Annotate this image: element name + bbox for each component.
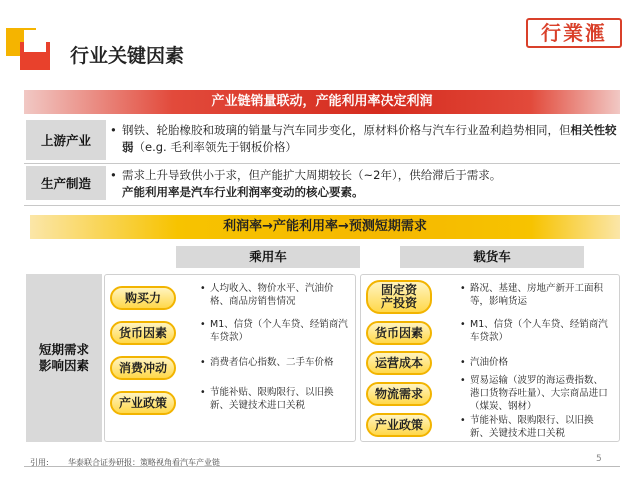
truck-item-text [460, 318, 610, 344]
upstream-text-part2: （e.g. 毛利率领先于钢板价格） [133, 140, 297, 154]
passenger-item-text [200, 282, 350, 308]
truck-item-1-text: M1、信贷（个人车贷、经销商汽车贷款） [470, 319, 608, 343]
passenger-item-0-text: 人均收入、物价水平、汽油价格、商品房销售情况 [210, 283, 334, 307]
passenger-item-2-text: 消费者信心指数、二手车价格 [210, 357, 334, 368]
short-term-demand-line2: 影响因素 [38, 358, 89, 373]
bullet-dot: • [200, 319, 206, 330]
bullet-dot: • [460, 375, 466, 386]
footer-source: 华泰联合证券研报：策略视角看汽车产业链 [68, 458, 220, 467]
passenger-item-3-text: 节能补贴、限购限行、以旧换新、关键技术进口关税 [210, 387, 334, 411]
truck-item-text [460, 414, 610, 440]
bullet-dot: • [460, 283, 466, 294]
bullet-dot: • [200, 387, 206, 398]
passenger-item-text [200, 356, 350, 369]
red-banner: 产业链销量联动，产能利用率决定利润 [24, 90, 620, 114]
bullet-dot: • [460, 357, 466, 368]
passenger-pill-consumer-impulse: 消费冲动 [110, 356, 176, 380]
passenger-item-text [200, 386, 350, 412]
bullet-dot: • [200, 357, 206, 368]
page-number: 5 [596, 454, 602, 464]
yellow-banner: 利润率→产能利用率→预测短期需求 [30, 215, 620, 239]
truck-pill-industry-policy: 产业政策 [366, 413, 432, 437]
row-divider [24, 205, 620, 206]
production-text-bold: 产能利用率是汽车行业利润率变动的核心要素。 [122, 185, 364, 199]
footer-source-label: 引用: [30, 458, 49, 467]
passenger-pill-monetary: 货币因素 [110, 321, 176, 345]
passenger-header: 乘用车 [176, 246, 360, 268]
bullet-dot: • [200, 283, 206, 294]
truck-item-4-text: 节能补贴、限购限行、以旧换新、关键技术进口关税 [470, 415, 594, 439]
production-text-part1: 需求上升导致供小于求，但产能扩大周期较长（~2年），供给滞后于需求。 [122, 168, 502, 182]
truck-item-text [460, 282, 610, 308]
truck-item-2-text: 汽油价格 [470, 357, 509, 368]
truck-pill-0-line2: 产投资 [380, 296, 417, 310]
passenger-item-text [200, 318, 350, 344]
truck-pill-operating-cost: 运营成本 [366, 351, 432, 375]
truck-item-text [460, 356, 610, 369]
production-label: 生产制造 [26, 166, 106, 200]
truck-pill-0-line1: 固定资 [380, 283, 417, 297]
short-term-demand-label [26, 274, 102, 442]
truck-item-text [460, 374, 610, 413]
brand-logo: 行業滙 [526, 18, 622, 48]
upstream-label: 上游产业 [26, 120, 106, 160]
upstream-text [110, 122, 617, 156]
truck-pill-monetary: 货币因素 [366, 321, 432, 345]
passenger-pill-industry-policy: 产业政策 [110, 391, 176, 415]
passenger-item-1-text: M1、信贷（个人车贷、经销商汽车贷款） [210, 319, 348, 343]
short-term-demand-line1: 短期需求 [38, 342, 89, 357]
truck-item-0-text: 路况、基建、房地产新开工面积等，影响货运 [470, 283, 604, 307]
upstream-text-part1: 钢铁、轮胎橡胶和玻璃的销量与汽车同步变化，原材料价格与汽车行业盈利趋势相同，但 [122, 123, 571, 137]
upstream-text-bold: 相关性较弱 [122, 123, 617, 154]
bullet-dot: • [460, 415, 466, 426]
bullet-dot: • [460, 319, 466, 330]
corner-decoration-white [24, 30, 46, 52]
passenger-pill-purchasing-power: 购买力 [110, 286, 176, 310]
truck-item-3-text: 贸易运输（波罗的海运费指数、港口货物吞吐量）、大宗商品进口（煤炭、钢材） [470, 375, 608, 412]
truck-header: 载货车 [400, 246, 584, 268]
truck-pill-fixed-asset-investment [366, 280, 432, 314]
production-text [110, 167, 617, 201]
row-divider [24, 163, 620, 164]
bullet-dot: • [110, 123, 117, 137]
truck-pill-logistics-demand: 物流需求 [366, 382, 432, 406]
slide-title: 行业关键因素 [70, 45, 185, 67]
bullet-dot: • [110, 168, 117, 182]
